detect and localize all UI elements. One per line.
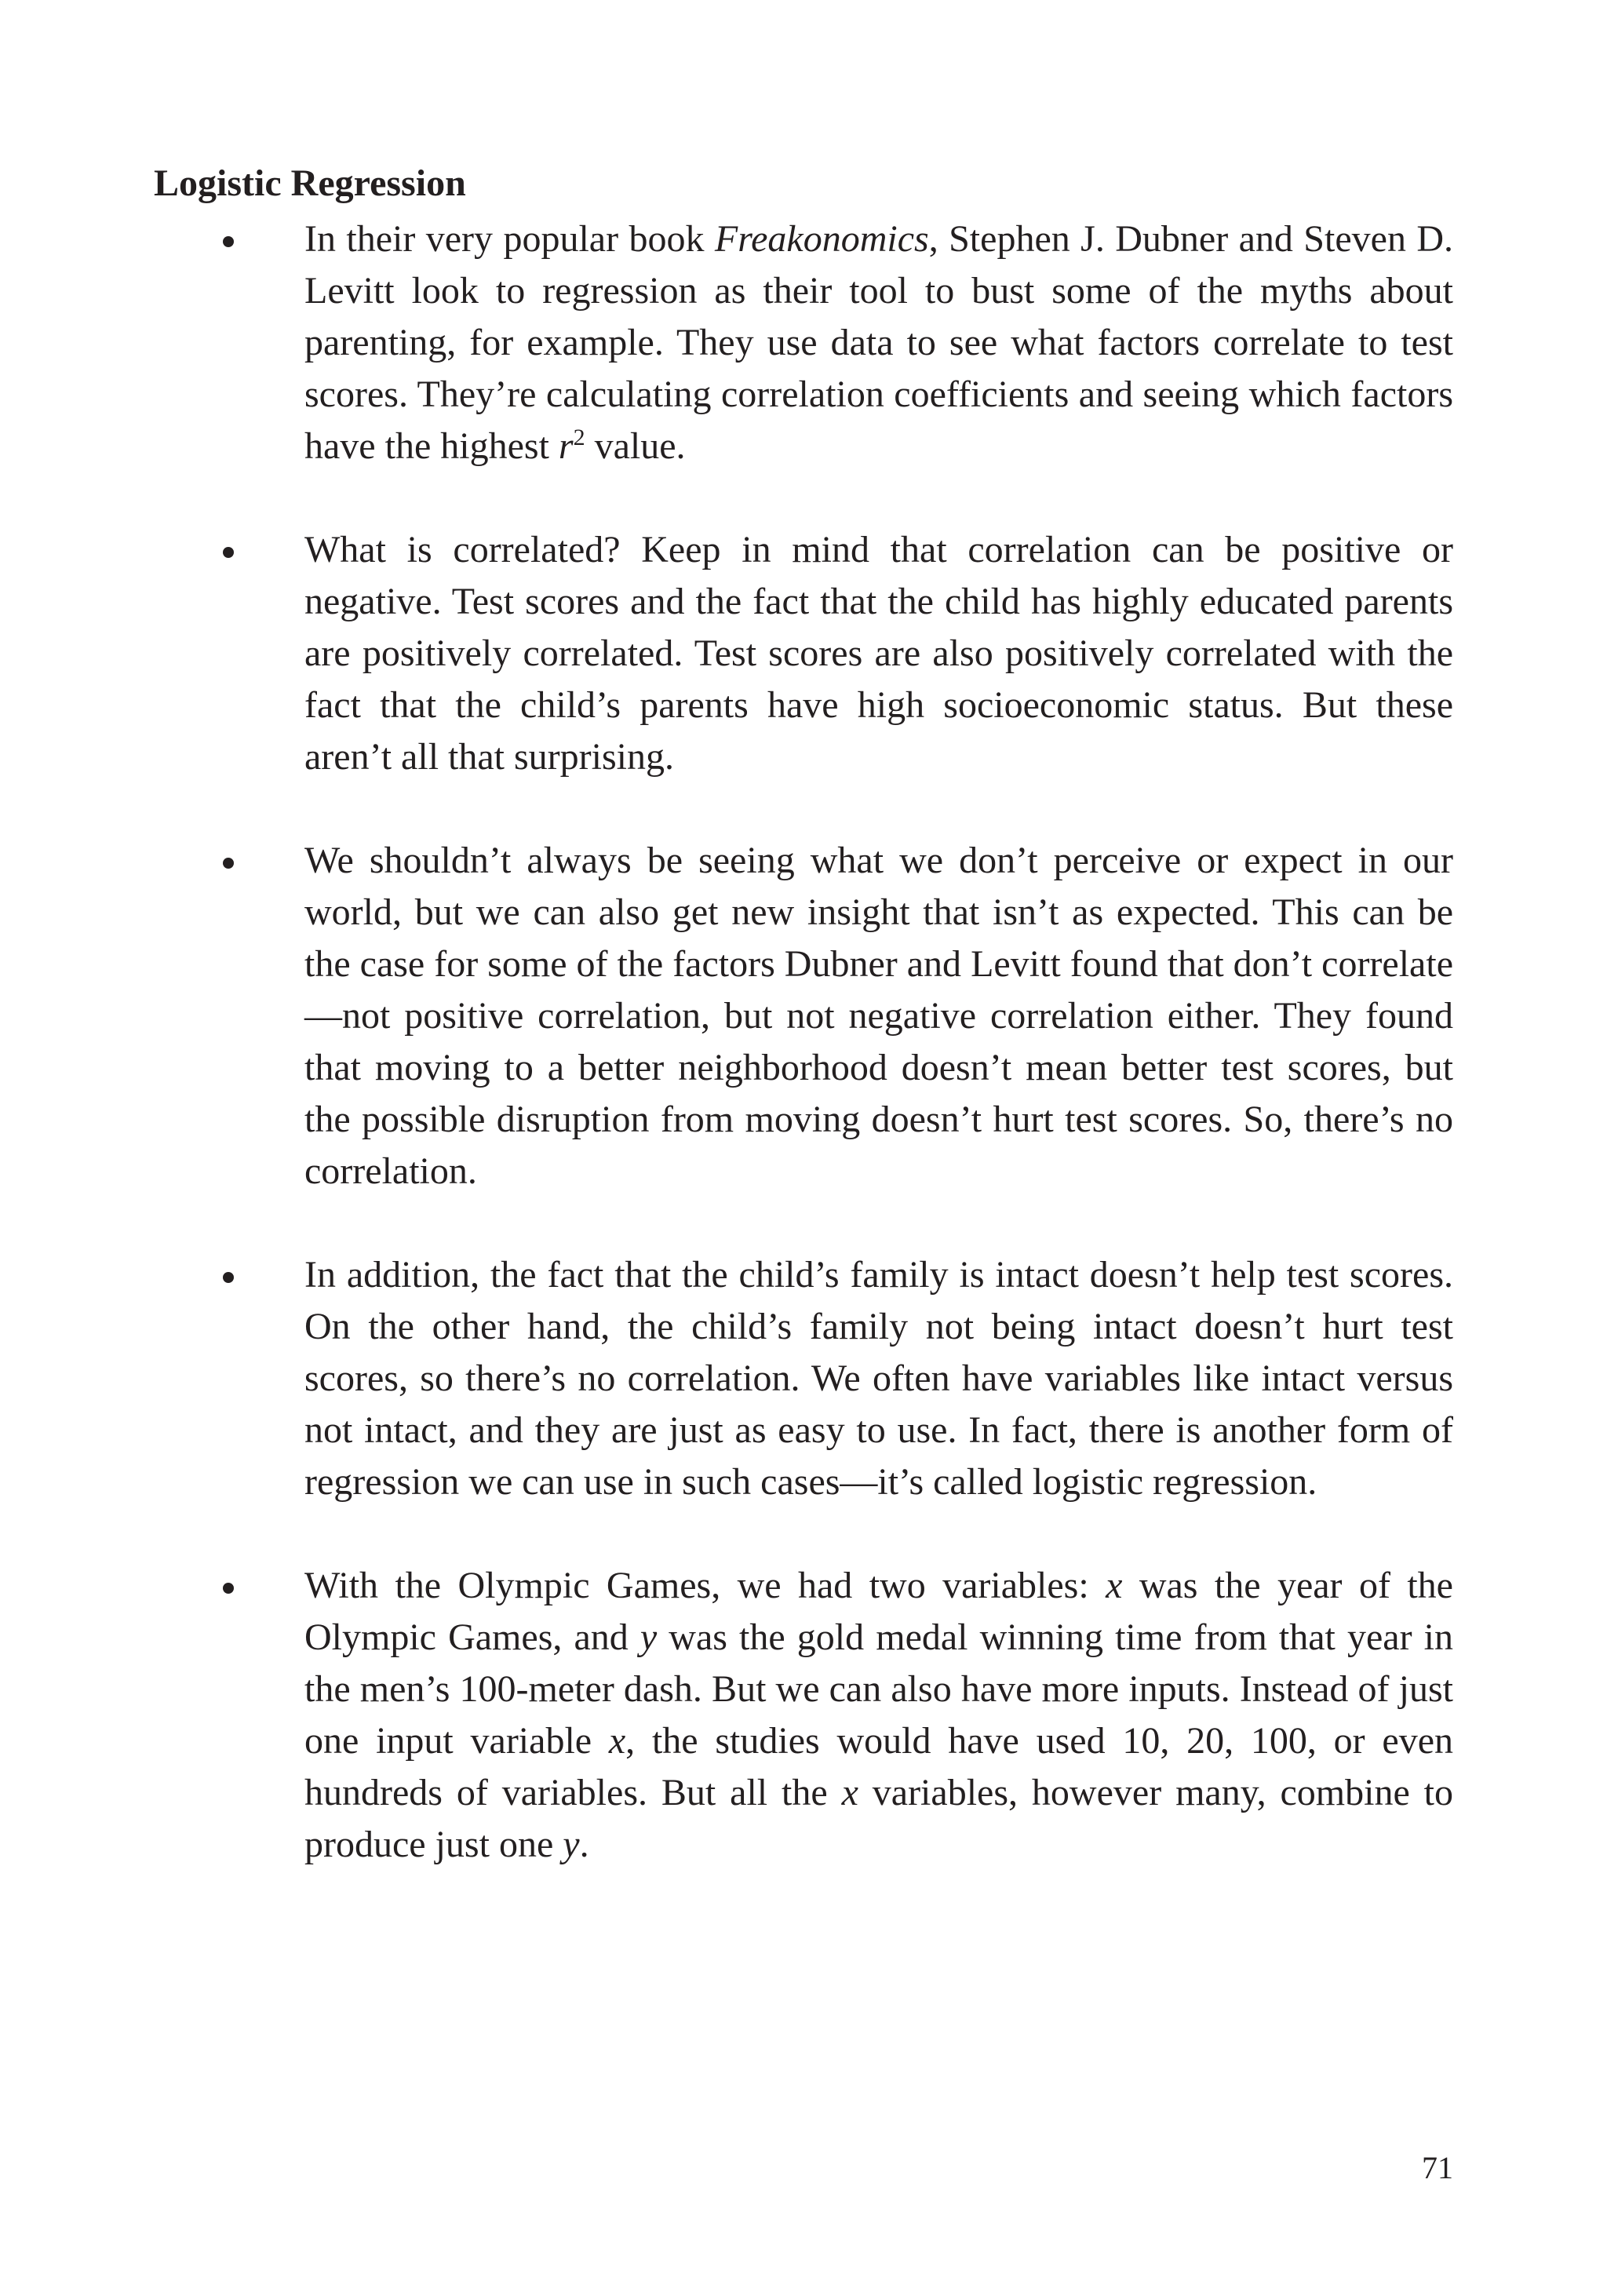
text-run: .: [579, 1824, 589, 1865]
bullet-item: [223, 1249, 1453, 1508]
bullet-item: [223, 835, 1453, 1197]
text-run: What is correlated? Keep in mind that correlation can be positive or negative. Test scores and the fact that the child has highly educated parents are positively correlated. Test scores are also positively correlated with the fact that the child’s parents have high socioeconomic status. But these aren’t all that surprising.: [304, 529, 1453, 778]
text-run: In their very popular book: [304, 218, 715, 260]
bullet-icon: [223, 858, 234, 869]
bullet-item: [223, 524, 1453, 783]
text-run: variables, however many, combine to produce just one: [304, 1772, 1454, 1865]
bullet-text: [304, 213, 1453, 472]
text-run: We shouldn’t always be seeing what we don’t perceive or expect in our world, but we can also get new insight that isn’t as expected. This can be the case for some of the factors Dubner and Levitt found that don’t correlate—not positive correlation, but not negative correlation either. They found that moving to a better neighborhood doesn’t mean better test scores, but the possible disruption from moving doesn’t hurt test scores. So, there’s no correlation.: [304, 840, 1453, 1192]
bullet-icon: [223, 236, 234, 247]
text-run: , Stephen J. Dubner and Steven D. Levitt look to regression as their tool to bust some of the myths about parenting, for example. They use data to see what factors correlate to test scores. They’re calculating correlation coefficients and seeing which factors have the highest: [304, 218, 1454, 467]
italic-text: x: [1106, 1565, 1123, 1606]
bullet-text: [304, 835, 1453, 1197]
section-heading: Logistic Regression: [154, 162, 466, 204]
italic-text: y: [640, 1616, 658, 1658]
bullet-item: [223, 1560, 1453, 1871]
italic-text: x: [841, 1772, 858, 1813]
text-run: value.: [585, 425, 686, 467]
bullet-icon: [223, 547, 234, 558]
text-run: , the studies would have used 10, 20, 100, or even hundreds of variables. But all the: [304, 1720, 1454, 1813]
text-run: With the Olympic Games, we had two variables:: [304, 1565, 1106, 1606]
text-run: In addition, the fact that the child’s family is intact doesn’t help test scores. On the other hand, the child’s family not being intact doesn’t hurt test scores, so there’s no correlation. We often have variables like intact versus not intact, and they are just as easy to use. In fact, there is another form of regression we can use in such cases—it’s called logistic regression.: [304, 1254, 1453, 1503]
bullet-list: [223, 213, 1453, 1922]
bullet-text: [304, 524, 1453, 783]
italic-text: x: [608, 1720, 626, 1762]
page-number: 71: [1422, 2150, 1453, 2185]
bullet-icon: [223, 1272, 234, 1283]
bullet-item: [223, 213, 1453, 472]
bullet-text: [304, 1560, 1453, 1871]
italic-text: y: [563, 1824, 580, 1865]
bullet-icon: [223, 1583, 234, 1594]
italic-text: r: [558, 425, 574, 467]
text-run: was the year of the Olympic Games, and: [304, 1565, 1453, 1658]
text-run: was the gold medal winning time from that year in the men’s 100-meter dash. But we can also have more inputs. Instead of just one input variable: [304, 1616, 1454, 1762]
italic-text: Freakonomics: [714, 218, 929, 260]
bullet-text: [304, 1249, 1453, 1508]
superscript-text: 2: [573, 425, 585, 450]
